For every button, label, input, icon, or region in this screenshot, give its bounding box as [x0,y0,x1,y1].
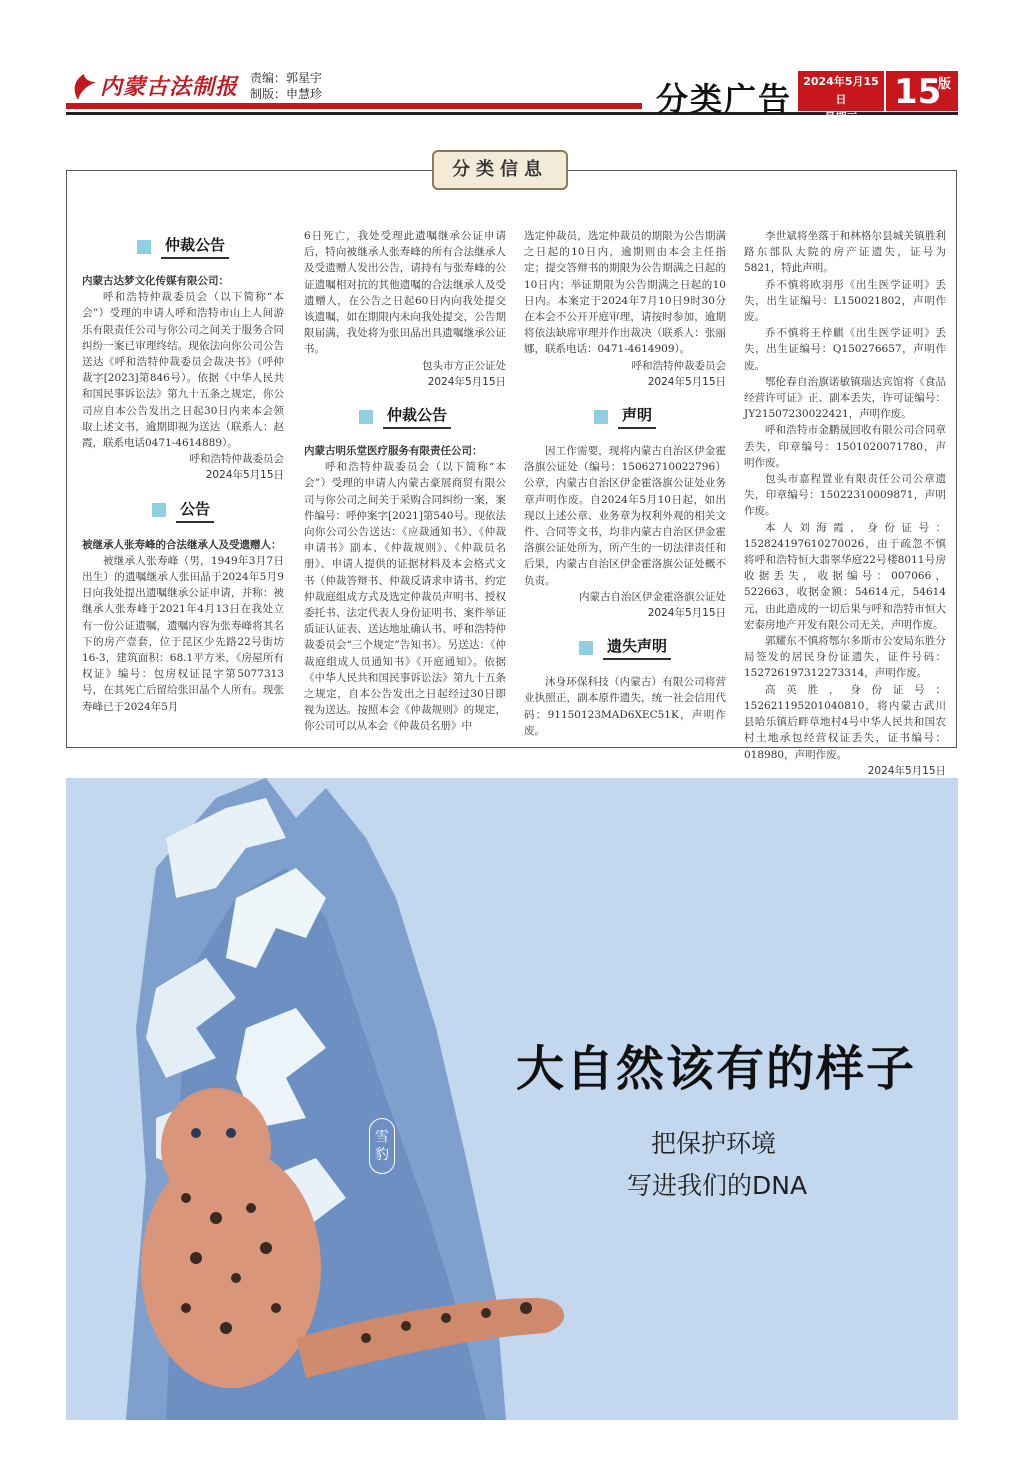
notice-date: 2024年5月15日 [867,764,946,777]
notice-signature: 呼和浩特仲裁委员会 [631,359,726,372]
page-suffix: 版 [938,77,952,92]
heading-square-icon [359,410,373,424]
notice-body: 被继承人张寿峰（男，1949年3月7日出生）的遗嘱继承人张田晶于2024年5月9日向我处提出遗嘱继承公证申请，并称：被继承人张寿峰于2021年4月13日在我处立有一份公证遗嘱，遗嘱内容为张寿峰将其名下的房产壹套，位于昆区少先路22号街坊16-3，建筑面积：68.1平方米，《房屋所有权证》编号：包房权证昆字第5077313号，在其死亡后留给张田晶个人所有。现张寿峰已于2024年5月 [82,554,284,713]
loss-item: 乔不慎将王梓麒《出生医学证明》丢失，出生证编号：Q150276657，声明作废。 [744,327,946,372]
heading-square-icon [137,240,151,254]
notice-recipient: 被继承人张寿峰的合法继承人及受遗赠人： [82,538,282,551]
snow-leopard-seal: 雪豹 [369,1118,395,1174]
logo-mark-icon [70,72,98,102]
column-2 [304,228,506,735]
column-3 [524,228,726,739]
notice-body: 呼和浩特仲裁委员会（以下简称“本会”）受理的申请人内蒙古豪展商贸有限公司与你公司之间关于采购合同纠纷一案，案件编号：呼仲案字[2021]第540号。现依法向你公司公告送达：《应裁通知书》、《仲裁申请书》副本、《仲裁规则》、《仲裁员名册》、申请人提供的证据材料及本会格式文书（仲裁答辩书、仲裁反请求申请书、约定仲裁庭组成方式及选定仲裁员声明书、授权委托书、法定代表人身份证明书、案件举证质证认证表、送达地址确认书、呼和浩特仲裁委员会“三个规定”告知书）。另送达：《仲裁庭组成人员通知书》《开庭通知》。依据《中华人民共和国民事诉讼法》第九十五条之规定，自本公告发出之日起经过30日即视为送达。按照本会《仲裁规则》的规定，你公司可以从本会《仲裁员名册》中 [304,461,506,733]
poster-subline-2: 写进我们的DNA [627,1171,808,1200]
notice-body-continued: 6日死亡，我处受理此遗嘱继承公证申请后，特向被继承人张寿峰的所有合法继承人及受遗赠人发出公告，请持有与张寿峰的公证遗嘱相对抗的其他遗嘱的合法继承人及受遗赠人，在公告之日起60日内向我处提交该遗嘱，如在期限内未向我处提交，公告期限届满，我处将为张田晶出具遗嘱继承公证书。 [304,230,506,356]
notice-recipient: 内蒙古明乐堂医疗服务有限责任公司： [304,445,483,458]
notice-signature: 呼和浩特仲裁委员会 [189,453,284,466]
notice-date: 2024年5月15日 [205,469,284,482]
editor-credits [250,70,322,102]
column-1 [82,228,284,715]
loss-item: 李世斌将坐落于和林格尔县城关镇胜利路东部队大院的房产证遗失，证号为5821，特此声明。 [744,230,946,275]
notice-date: 2024年5月15日 [647,375,726,388]
loss-item: 包头市嘉程置业有限责任公司公章遗失，印章编号：15022310009871，声明作废。 [744,473,946,518]
notice-recipient: 内蒙古达梦文化传媒有限公司： [82,275,229,287]
heading-square-icon [579,641,593,655]
loss-item: 郭耀东不慎将鄂尔多斯市公安局东胜分局签发的居民身份证遗失，证件号码：152726197312273314，声明作废。 [744,635,946,680]
notice-date: 2024年5月15日 [647,607,726,620]
column-4 [744,228,946,779]
heading-loss-statement: 遗失声明 [524,635,726,660]
editor-name: 责编：郭星宇 [250,71,323,85]
notice-body: 沐身环保科技（内蒙古）有限公司将营业执照正，副本原件遗失，统一社会信用代码：91150123MAD6XEC51K，声明作废。 [524,676,726,737]
notice-signature: 包头市方正公证处 [422,359,506,372]
designer-name: 制版：申慧珍 [250,87,323,101]
classified-frame-title: 分类信息 [432,150,568,190]
newspaper-logo: 内蒙古法制报 [100,74,239,100]
heading-announcement: 公告 [82,498,284,523]
loss-item: 本人刘海霞，身份证号：152824197610270026，由于疏忽不慎将呼和浩特恒大翡翠华庭22号楼8011号房收据丢失，收据编号：007066，522663，收据金额：54614元，54614元，由此造成的一切后果与呼和浩特市恒大宏泰房地产开发有限公司无关，声明作废。 [744,521,946,631]
environment-poster [66,778,958,1420]
notice-date: 2024年5月15日 [427,375,506,388]
notice-body: 因工作需要，现将内蒙古自治区伊金霍洛旗公证处（编号：15062710022796）公章，内蒙古自治区伊金霍洛旗公证处业务章声明作废。自2024年5月10日起，如出现以上述公章、业务章为权利外观的相关文件、合同等文书，均非内蒙古自治区伊金霍洛旗公证处所为，所产生的一切法律责任和后果，内蒙古自治区伊金霍洛旗公证处概不负责。 [524,445,726,587]
notice-signature: 内蒙古自治区伊金霍洛旗公证处 [579,590,726,603]
page-box [886,71,958,111]
loss-item: 呼和浩特市金鹏晟回收有限公司合同章丢失，印章编号：1501020071780，声明作废。 [744,424,946,469]
loss-item: 鄂伦春自治旗诺敏镇瑞达宾馆将《食品经营许可证》正、副本丢失，许可证编号：JY21507230022421，声明作废。 [744,375,946,421]
masthead-red-rule [66,103,642,109]
poster-slogan: 大自然该有的样子 [516,1041,917,1097]
issue-weekday: 星期三 [824,111,858,124]
issue-date: 2024年5月15日 [803,75,879,106]
notice-body-continued: 选定仲裁员，选定仲裁员的期限为公告期满之日起的10日内，逾期则由本会主任指定；提交答辩书的期限为公告期满之日起的10日内；举证期限为公告期满之日起的10日内。本案定于2024年7月10日9时30分在本会不公开开庭审理，请按时参加，逾期将依法缺席审理并作出裁决（联系人：张丽娜，联系电话：0471-4614909）。 [524,230,726,356]
loss-item: 高英胜，身份证号：152621195201040810，将内蒙古武川县哈乐镇后畔草地村4号中华人民共和国农村土地承包经营权证丢失，证书编号：018980，声明作废。 [744,683,946,761]
heading-square-icon [152,503,166,517]
heading-square-icon [594,410,608,424]
loss-item: 乔不慎将欧羽彤《出生医学证明》丢失，出生证编号：L150021802，声明作废。 [744,278,946,324]
page-number: 15 [894,72,942,112]
notice-body: 呼和浩特仲裁委员会（以下简称“本会”）受理的申请人呼和浩特市山上人间游乐有限责任公司与你公司之间关于服务合同纠纷一案已审理终结。现依法向你公司公告送达《呼和浩特仲裁委员会裁决书》（呼仲裁字[2023]第846号）。依据《中华人民共和国民事诉讼法》第九十五条之规定，你公司应自本公告发出之日起30日内来本会领取上述文书，逾期即视为送达（联系人：赵霞，联系电话0471-4614889）。 [82,291,284,450]
heading-statement: 声明 [524,404,726,429]
mountain-illustration [66,778,958,1420]
date-box [798,71,884,124]
poster-subline-1: 把保护环境 [651,1129,777,1158]
heading-arbitration-2: 仲裁公告 [304,404,506,429]
section-title: 分类广告 [656,80,793,118]
heading-arbitration-1: 仲裁公告 [82,234,284,259]
